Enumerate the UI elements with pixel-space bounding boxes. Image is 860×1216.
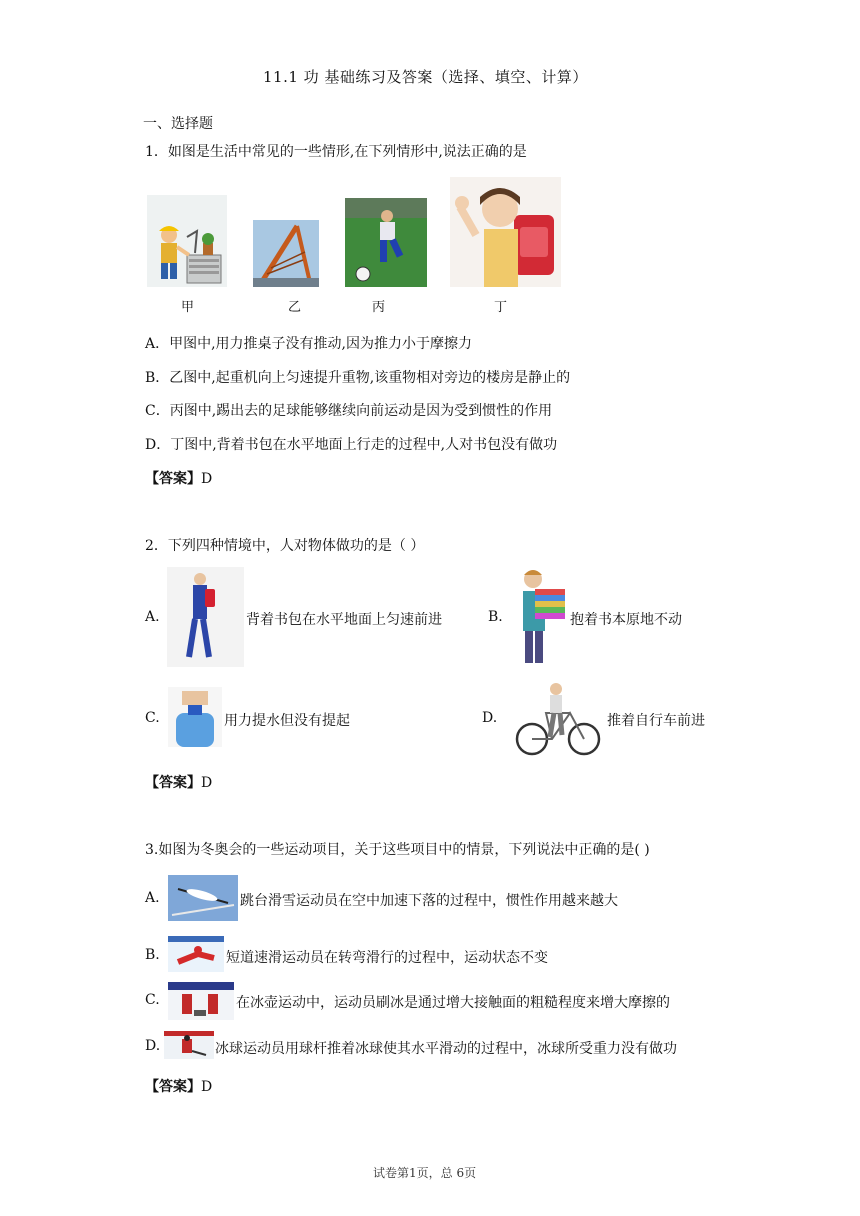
caption-yi: 乙 (288, 300, 302, 315)
caption-bing: 丙 (372, 300, 386, 315)
question-1-option-a: A．甲图中,用力推桌子没有推动,因为推力小于摩擦力 (145, 336, 473, 352)
option-d-text: 推着自行车前进 (607, 713, 705, 729)
caption-ding: 丁 (494, 300, 508, 315)
answer-label: 【答案】 (145, 775, 201, 791)
section-heading: 一、选择题 (143, 116, 213, 132)
person-pushing-desk-image (147, 195, 227, 287)
question-1-stem: 1．如图是生活中常见的一些情形,在下列情形中,说法正确的是 (145, 144, 527, 160)
water-bottle-image (168, 687, 222, 747)
answer-value: D (201, 1079, 213, 1095)
girl-with-backpack-image (450, 177, 561, 287)
curling-image (168, 982, 234, 1020)
answer-value: D (201, 471, 213, 487)
option-a-letter: A. (145, 609, 160, 625)
option-d-letter: D. (482, 710, 498, 726)
boy-kicking-ball-image (345, 198, 427, 287)
answer-value: D (201, 775, 213, 791)
question-2-stem: 2．下列四种情境中，人对物体做功的是（ ） (145, 538, 425, 554)
crane-image (253, 220, 319, 287)
question-1-option-c: C．丙图中,踢出去的足球能够继续向前运动是因为受到惯性的作用 (145, 403, 553, 419)
option-b-text: 短道速滑运动员在转弯滑行的过程中，运动状态不变 (226, 950, 548, 966)
option-d-text: 冰球运动员用球杆推着冰球使其水平滑动的过程中，冰球所受重力没有做功 (215, 1041, 677, 1057)
answer-label: 【答案】 (145, 1079, 201, 1095)
student-with-backpack-image (167, 567, 244, 667)
option-a-letter: A. (145, 890, 160, 906)
option-c-text: 用力提水但没有提起 (224, 713, 350, 729)
caption-jia: 甲 (181, 300, 195, 315)
ice-hockey-image (164, 1031, 214, 1059)
option-b-letter: B. (488, 609, 503, 625)
option-d-letter: D. (145, 1038, 161, 1054)
page-footer: 试卷第1页，总 6页 (373, 1166, 477, 1180)
option-c-letter: C. (145, 710, 160, 726)
question-3-answer (145, 1076, 212, 1096)
question-2-answer (145, 772, 212, 792)
bicycle-image (514, 681, 602, 758)
option-a-text: 背着书包在水平地面上匀速前进 (246, 612, 442, 628)
option-b-letter: B. (145, 947, 160, 963)
option-a-text: 跳台滑雪运动员在空中加速下落的过程中，惯性作用越来越大 (240, 893, 618, 909)
option-b-text: 抱着书本原地不动 (570, 612, 682, 628)
answer-label: 【答案】 (145, 471, 201, 487)
question-1-option-b: B．乙图中,起重机向上匀速提升重物,该重物相对旁边的楼房是静止的 (145, 370, 571, 386)
question-3-stem: 3.如图为冬奥会的一些运动项目，关于这些项目中的情景，下列说法中正确的是( ) (145, 842, 650, 858)
question-1-option-d: D．丁图中,背着书包在水平地面上行走的过程中,人对书包没有做功 (145, 437, 558, 453)
option-c-letter: C. (145, 992, 160, 1008)
ski-jumping-image (168, 875, 238, 921)
option-c-text: 在冰壶运动中，运动员刷冰是通过增大接触面的粗糙程度来增大摩擦的 (236, 995, 670, 1011)
boy-holding-books-image (513, 565, 567, 669)
question-1-answer (145, 468, 212, 488)
speed-skating-image (168, 936, 224, 972)
page-title: 11.1 功 基础练习及答案（选择、填空、计算） (263, 68, 588, 86)
